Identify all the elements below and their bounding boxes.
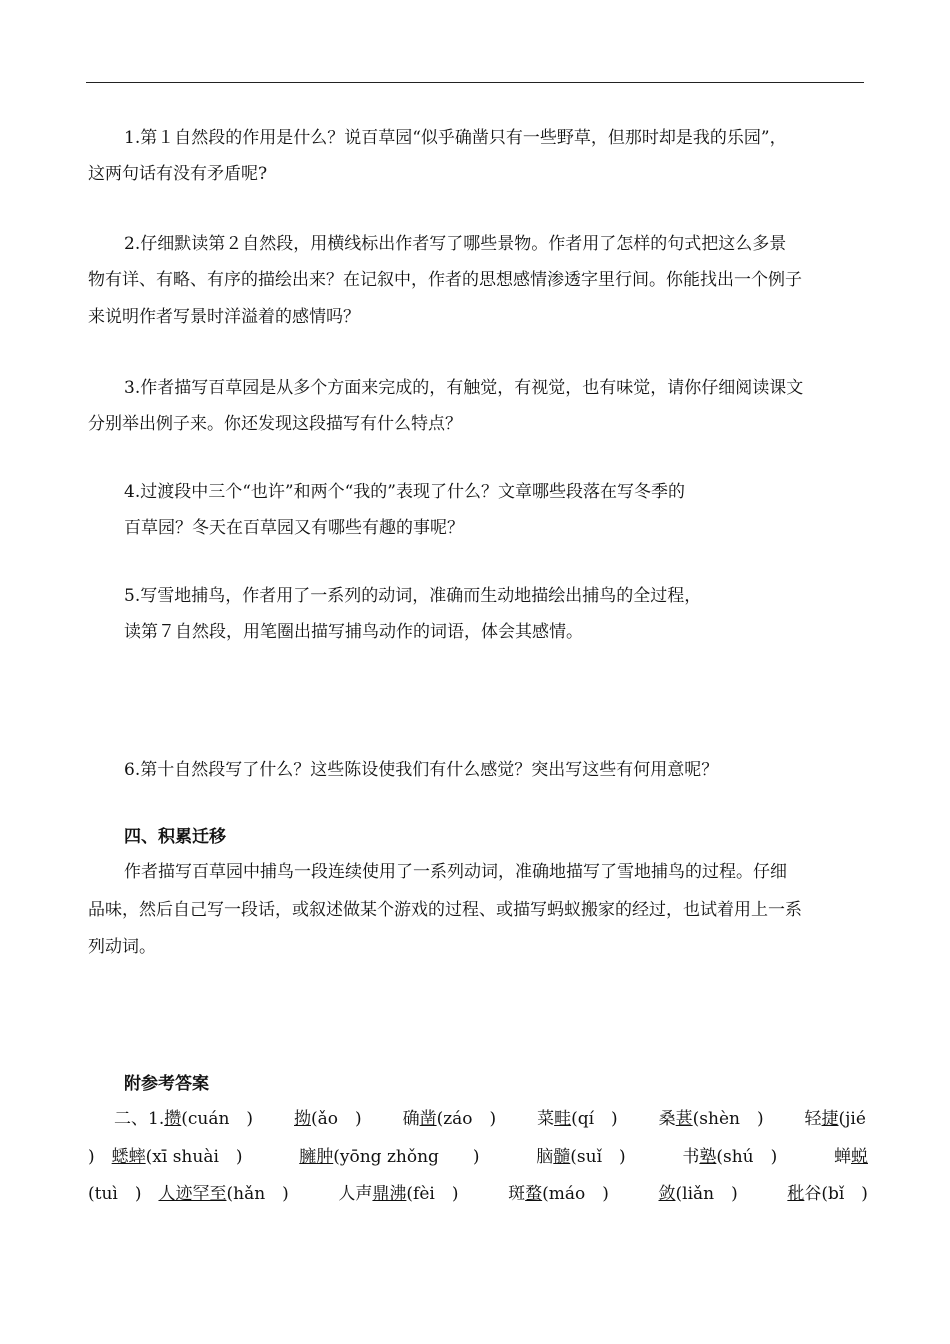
question-5-line-1: 5.写雪地捕鸟，作者用了一系列的动词，准确而生动地描绘出捕鸟的全过程，	[124, 586, 702, 606]
answer-item: 桑葚(shèn )	[658, 1109, 764, 1129]
section-4-heading: 四、积累迁移	[124, 827, 226, 847]
answer-word: 鼎沸	[372, 1184, 407, 1204]
answer-word: 人迹罕至	[158, 1184, 227, 1204]
answer-word: 凿	[419, 1109, 437, 1129]
answer-word: 蟋蟀	[111, 1147, 146, 1167]
answer-word: 秕	[787, 1184, 805, 1204]
answer-word: 塾	[699, 1147, 717, 1167]
answer-item: 轻捷(jié	[804, 1109, 866, 1129]
answer-item: 人声鼎沸(fèi )	[338, 1184, 459, 1204]
answer-row-2	[88, 1145, 868, 1169]
question-4-line-2: 百草园？冬天在百草园又有哪些有趣的事呢？	[124, 518, 464, 538]
section-4-line-3: 列动词。	[88, 937, 156, 957]
answer-item: 确凿(záo )	[402, 1109, 497, 1129]
answer-word: 臃肿	[299, 1147, 334, 1167]
answer-item: 蝉蜕	[833, 1147, 868, 1167]
answer-item: 臃肿(yōng zhǒng )	[299, 1147, 480, 1167]
answer-item: 斑蝥(máo )	[508, 1184, 609, 1204]
answer-word: 攒	[164, 1109, 182, 1129]
answer-row-3	[88, 1182, 868, 1206]
answer-item: 敛(liǎn )	[658, 1184, 738, 1204]
answer-word: 髓	[553, 1147, 571, 1167]
answers-heading: 附参考答案	[124, 1074, 209, 1094]
answer-item: 二、1.攒(cuán )	[114, 1109, 254, 1129]
question-2-line-2: 物有详、有略、有序的描绘出来？在记叙中，作者的思想感情渗透字里行间。你能找出一个例子	[88, 270, 802, 290]
question-3-line-1: 3.作者描写百草园是从多个方面来完成的，有触觉，有视觉，也有味觉，请你仔细阅读课文	[124, 378, 804, 398]
answer-word: 拗	[294, 1109, 311, 1129]
answer-word: 敛	[658, 1184, 676, 1204]
answer-item: 秕谷(bǐ )	[787, 1184, 868, 1204]
answer-item: 书塾(shú )	[682, 1147, 778, 1167]
header-rule	[86, 82, 864, 83]
answer-word: 蜕	[850, 1147, 868, 1167]
answer-word: 畦	[554, 1109, 572, 1129]
answer-item: (tuì ) 人迹罕至(hǎn )	[88, 1184, 289, 1204]
question-6-line-1: 6.第十自然段写了什么？这些陈设使我们有什么感觉？突出写这些有何用意呢？	[124, 760, 719, 780]
question-4-line-1: 4.过渡段中三个“也许”和两个“我的”表现了什么？文章哪些段落在写冬季的	[124, 482, 685, 502]
answer-word: 蝥	[525, 1184, 543, 1204]
answer-row-1	[114, 1107, 866, 1131]
answer-item: 菜畦(qí )	[537, 1109, 618, 1129]
answer-item: 拗(ǎo )	[294, 1109, 362, 1129]
answer-item: ) 蟋蟀(xī shuài )	[88, 1147, 243, 1167]
question-2-line-1: 2.仔细默读第２自然段，用横线标出作者写了哪些景物。作者用了怎样的句式把这么多景	[124, 234, 787, 254]
question-1-line-1: 1.第１自然段的作用是什么？说百草园“似乎确凿只有一些野草，但那时却是我的乐园”，	[124, 128, 787, 148]
question-1-line-2: 这两句话有没有矛盾呢?	[88, 164, 268, 184]
question-2-line-3: 来说明作者写景时洋溢着的感情吗？	[88, 307, 360, 327]
question-5-line-2: 读第７自然段，用笔圈出描写捕鸟动作的词语，体会其感情。	[124, 622, 583, 642]
answer-word: 葚	[675, 1109, 693, 1129]
section-4-line-2: 品味，然后自己写一段话，或叙述做某个游戏的过程、或描写蚂蚁搬家的经过，也试着用上一系	[88, 900, 802, 920]
section-4-line-1: 作者描写百草园中捕鸟一段连续使用了一系列动词，准确地描写了雪地捕鸟的过程。仔细	[124, 862, 787, 882]
answer-item: 脑髓(suǐ )	[536, 1147, 626, 1167]
question-3-line-2: 分别举出例子来。你还发现这段描写有什么特点？	[88, 414, 462, 434]
answer-word: 捷	[821, 1109, 839, 1129]
